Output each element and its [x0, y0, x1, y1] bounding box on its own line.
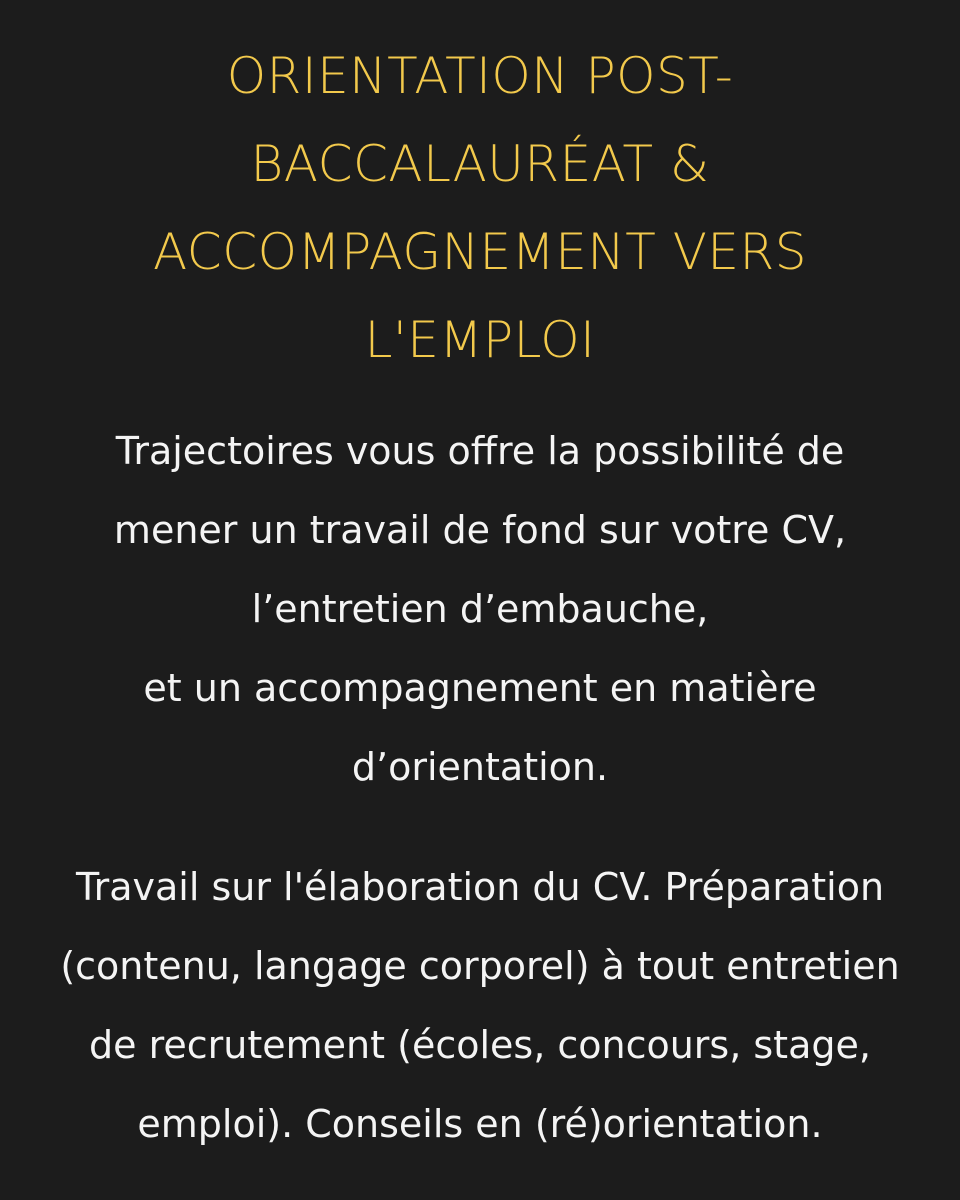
page-title: [40, 32, 920, 384]
intro-line: et un accompagnement en matière: [143, 666, 817, 710]
intro-line: Trajectoires vous offre la possibilité de: [115, 429, 845, 473]
intro-line: d’orientation.: [351, 745, 609, 789]
title-line: L'EMPLOI: [364, 311, 596, 369]
intro-line: l’entretien d’embauche,: [251, 587, 709, 631]
title-line: ORIENTATION POST-: [226, 47, 734, 105]
details-line: Travail sur l'élaboration du CV. Préparation: [75, 865, 885, 909]
details-paragraph: [40, 848, 920, 1164]
details-line: emploi). Conseils en (ré)orientation.: [137, 1102, 823, 1146]
intro-paragraph: [40, 412, 920, 807]
intro-line: mener un travail de fond sur votre CV,: [113, 508, 847, 552]
title-line: ACCOMPAGNEMENT VERS: [152, 223, 807, 281]
title-line: BACCALAURÉAT &: [250, 135, 710, 193]
details-line: de recrutement (écoles, concours, stage,: [89, 1023, 871, 1067]
details-line: (contenu, langage corporel) à tout entretien: [60, 944, 900, 988]
